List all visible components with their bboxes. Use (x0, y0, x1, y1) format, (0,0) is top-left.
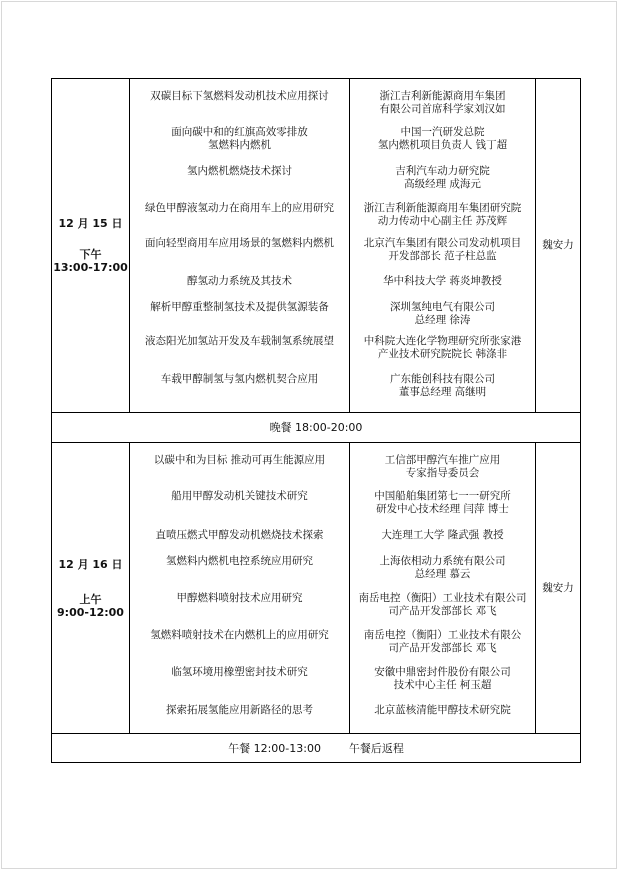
afternoon-speaker-item (350, 126, 535, 152)
morning-speaker-line: 技术中心主任 柯玉超 (393, 679, 492, 691)
afternoon-topic-list (130, 79, 349, 411)
afternoon-speaker-item (350, 237, 535, 263)
afternoon-speaker-item (350, 202, 535, 228)
morning-speaker-line: 上海依相动力系统有限公司 (379, 555, 506, 567)
morning-topic-line: 船用甲醇发动机关键技术研究 (171, 490, 308, 502)
morning-topic-list (130, 443, 349, 732)
afternoon-topic-line: 氢燃料内燃机 (208, 139, 271, 151)
morning-topic-item (130, 592, 349, 605)
lunch-text: 午餐 12:00-13:00 午餐后返程 (52, 734, 581, 763)
morning-speaker-line: 南岳电控（衡阳）工业技术有限公司 (358, 592, 527, 604)
afternoon-topic-line: 面向轻型商用车应用场景的氢燃料内燃机 (145, 237, 334, 249)
afternoon-speaker-line: 吉利汽车动力研究院 (395, 165, 490, 177)
afternoon-speaker-item (350, 335, 535, 361)
morning-topic-line: 以碳中和为目标 推动可再生能源应用 (153, 454, 326, 466)
morning-topic-line: 氢燃料内燃机电控系统应用研究 (166, 555, 313, 567)
schedule-table (51, 78, 581, 763)
afternoon-speaker-line: 北京汽车集团有限公司发动机项目 (363, 237, 522, 249)
afternoon-speaker-line: 产业技术研究院院长 韩涤非 (377, 348, 508, 360)
morning-speaker-line: 安徽中鼎密封件股份有限公司 (374, 666, 511, 678)
afternoon-speaker-line: 高级经理 成海元 (404, 178, 481, 190)
morning-topic-line: 探索拓展氢能应用新路径的思考 (166, 704, 313, 716)
morning-speaker-item (350, 592, 535, 618)
afternoon-time: 13:00-17:00 (53, 261, 128, 274)
afternoon-speaker-line: 广东能创科技有限公司 (390, 373, 495, 385)
afternoon-topic-line: 绿色甲醇液氢动力在商用车上的应用研究 (145, 202, 334, 214)
morning-speaker-line: 研发中心技术经理 闫萍 博士 (376, 503, 509, 515)
morning-speaker-item (350, 529, 535, 542)
morning-topic-line: 临氢环境用橡塑密封技术研究 (171, 666, 308, 678)
morning-session-row (52, 443, 581, 734)
afternoon-speaker-line: 动力传动中心副主任 苏茂辉 (377, 215, 508, 227)
morning-speaker-line: 司产品开发部部长 邓飞 (388, 642, 497, 654)
afternoon-speaker-line: 浙江吉利新能源商用车集团研究院 (363, 202, 522, 214)
morning-speaker-line: 南岳电控（衡阳）工业技术有限公 (363, 629, 522, 641)
morning-speaker-line: 专家指导委员会 (405, 467, 480, 479)
morning-topic-cell (130, 443, 350, 734)
afternoon-topic-line: 醇氢动力系统及其技术 (187, 275, 292, 287)
afternoon-speaker-line: 氢内燃机项目负责人 钱丁超 (377, 139, 508, 151)
morning-topic-item (130, 629, 349, 642)
afternoon-session-row (52, 79, 581, 413)
morning-topic-item (130, 704, 349, 717)
afternoon-topic-line: 氢内燃机燃烧技术探讨 (187, 165, 292, 177)
afternoon-speaker-item (350, 301, 535, 327)
lunch-row (52, 734, 581, 763)
morning-speaker-line: 工信部甲醇汽车推广应用 (384, 454, 501, 466)
afternoon-topic-item (130, 237, 349, 250)
morning-date-cell (52, 443, 130, 734)
afternoon-speaker-cell (350, 79, 536, 413)
morning-speaker-item (350, 490, 535, 516)
morning-speaker-line: 中国船舶集团第七一一研究所 (374, 490, 511, 502)
morning-period: 上午 (79, 592, 102, 606)
afternoon-speaker-list (350, 79, 535, 411)
morning-speaker-cell (350, 443, 536, 734)
morning-speaker-item (350, 666, 535, 692)
afternoon-date-cell (52, 79, 130, 413)
afternoon-topic-item (130, 335, 349, 348)
afternoon-topic-line: 双碳目标下氢燃料发动机技术应用探讨 (150, 90, 329, 102)
morning-time: 9:00-12:00 (57, 605, 124, 619)
morning-speaker-item (350, 454, 535, 480)
afternoon-speaker-item (350, 275, 535, 288)
morning-topic-line: 直喷压燃式甲醇发动机燃烧技术探索 (155, 529, 324, 541)
morning-date: 12 月 16 日 (58, 557, 123, 571)
morning-topic-line: 氢燃料喷射技术在内燃机上的应用研究 (150, 629, 329, 641)
afternoon-speaker-line: 中科院大连化学物理研究所张家港 (363, 335, 522, 347)
morning-topic-item (130, 555, 349, 568)
afternoon-speaker-line: 有限公司首席科学家刘汉如 (379, 103, 506, 115)
morning-speaker-line: 北京蓝核清能甲醇技术研究院 (374, 704, 511, 716)
morning-host: 魏安力 (536, 443, 581, 734)
afternoon-date: 12 月 15 日 (58, 217, 123, 230)
morning-topic-line: 甲醇燃料喷射技术应用研究 (176, 592, 303, 604)
afternoon-topic-item (130, 275, 349, 288)
afternoon-speaker-line: 华中科技大学 蒋炎坤教授 (383, 275, 502, 287)
afternoon-topic-item (130, 373, 349, 386)
afternoon-speaker-line: 浙江吉利新能源商用车集团 (379, 90, 506, 102)
dinner-row (52, 413, 581, 443)
afternoon-speaker-line: 总经理 徐涛 (414, 314, 471, 326)
morning-speaker-line: 大连理工大学 隆武强 教授 (381, 529, 504, 541)
morning-speaker-line: 总经理 慕云 (414, 568, 471, 580)
afternoon-topic-line: 解析甲醇重整制氢技术及提供氢源装备 (150, 301, 329, 313)
afternoon-topic-cell (130, 79, 350, 413)
afternoon-topic-item (130, 90, 349, 103)
morning-topic-item (130, 529, 349, 542)
afternoon-topic-line: 车载甲醇制氢与氢内燃机契合应用 (160, 373, 319, 385)
afternoon-period: 下午 (79, 248, 102, 261)
afternoon-topic-item (130, 301, 349, 314)
afternoon-topic-line: 面向碳中和的红旗高效零排放 (171, 126, 308, 138)
morning-speaker-line: 司产品开发部部长 邓飞 (388, 605, 497, 617)
morning-speaker-item (350, 629, 535, 655)
afternoon-speaker-line: 深圳氢纯电气有限公司 (390, 301, 495, 313)
afternoon-speaker-line: 中国一汽研发总院 (400, 126, 485, 138)
afternoon-speaker-item (350, 90, 535, 116)
morning-speaker-list (350, 443, 535, 732)
afternoon-speaker-line: 董事总经理 高继明 (398, 386, 487, 398)
morning-topic-item (130, 454, 349, 467)
dinner-text: 晚餐 18:00-20:00 (52, 413, 581, 443)
afternoon-host: 魏安力 (536, 79, 581, 413)
afternoon-speaker-item (350, 165, 535, 191)
morning-speaker-item (350, 704, 535, 717)
afternoon-topic-item (130, 165, 349, 178)
morning-topic-item (130, 666, 349, 679)
afternoon-topic-item (130, 202, 349, 215)
afternoon-topic-line: 液态阳光加氢站开发及车载制氢系统展望 (145, 335, 334, 347)
morning-speaker-item (350, 555, 535, 581)
morning-topic-item (130, 490, 349, 503)
afternoon-topic-item (130, 126, 349, 152)
afternoon-speaker-line: 开发部部长 范子柱总监 (388, 250, 497, 262)
afternoon-speaker-item (350, 373, 535, 399)
